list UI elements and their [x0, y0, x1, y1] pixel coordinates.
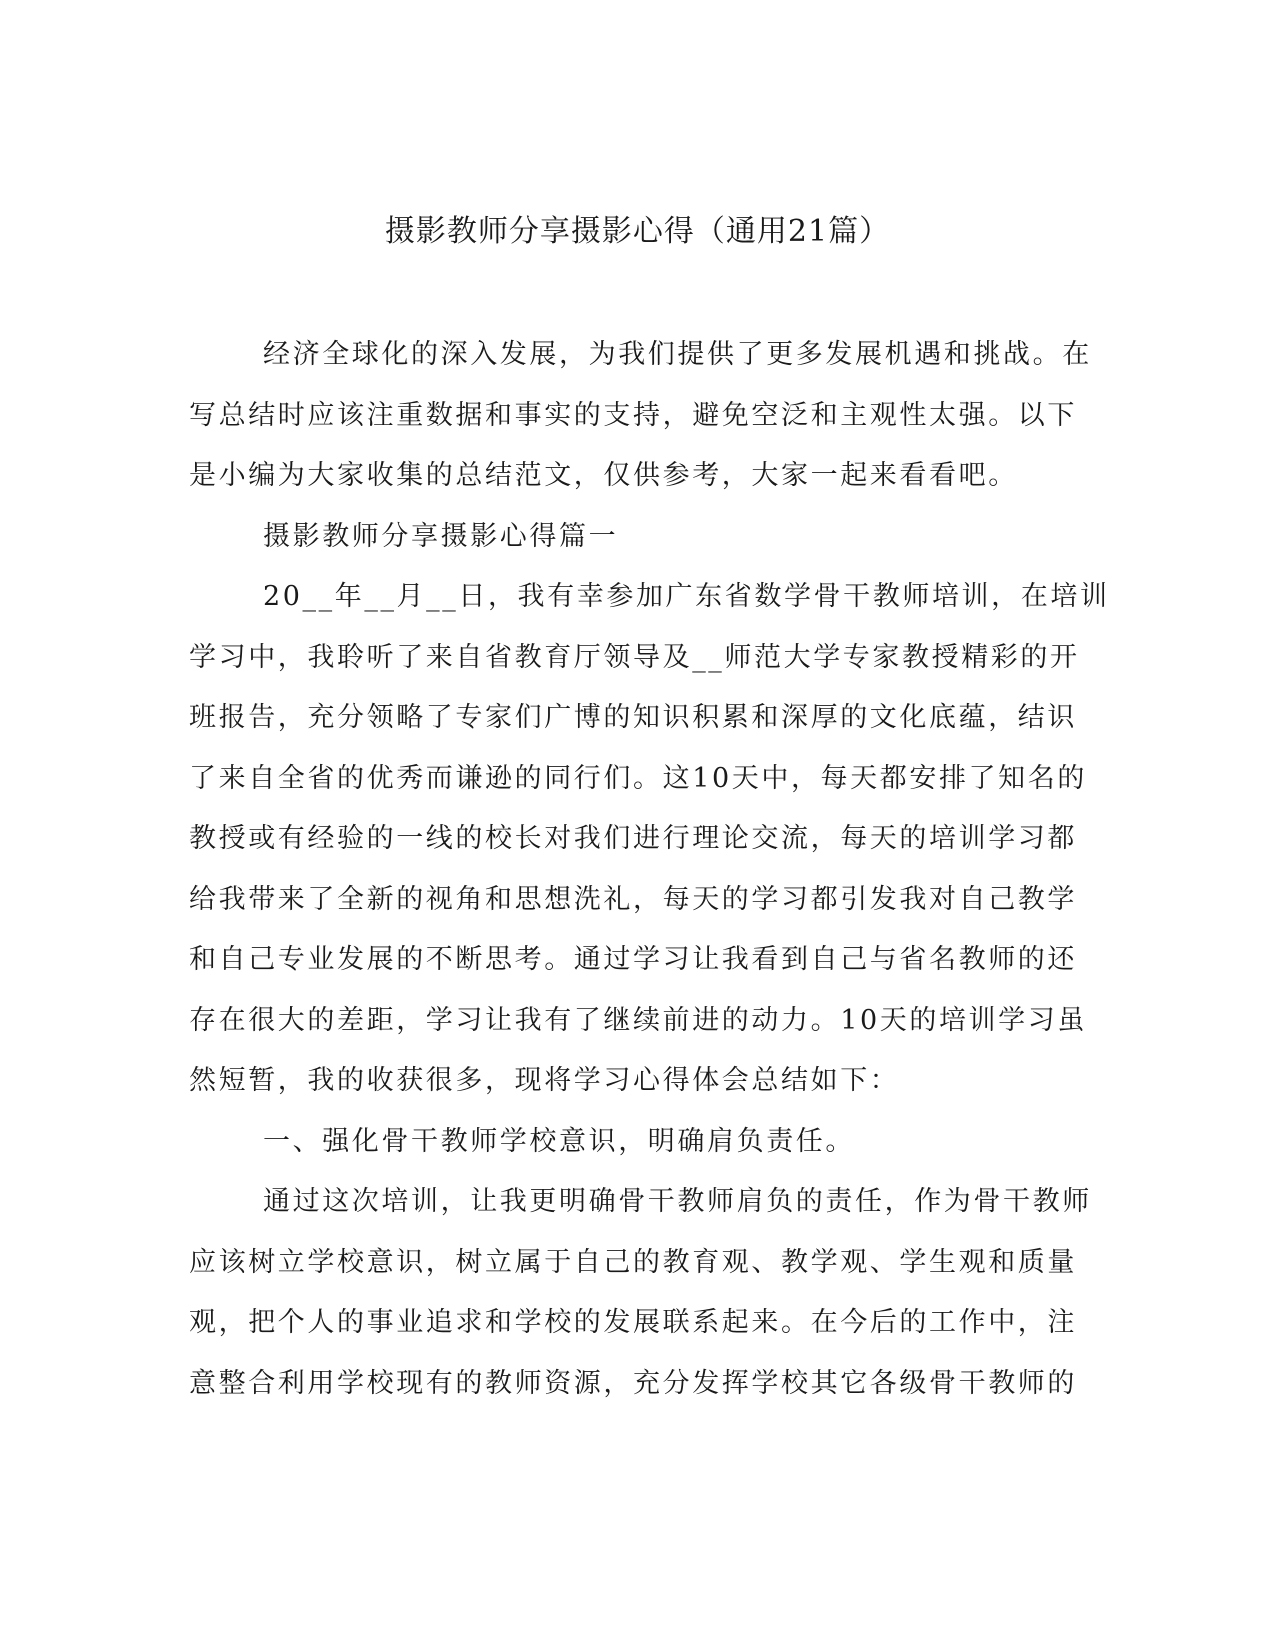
- paragraph-line: 然短暂，我的收获很多，现将学习心得体会总结如下：: [189, 1065, 900, 1096]
- paragraph-line: 给我带来了全新的视角和思想洗礼，每天的学习都引发我对自己教学: [189, 883, 1077, 915]
- paragraph-line: 了来自全省的优秀而谦逊的同行们。这10天中，每天都安排了知名的: [189, 762, 1087, 794]
- paragraph-line: 通过这次培训，让我更明确骨干教师肩负的责任，作为骨干教师: [263, 1186, 1092, 1217]
- section-heading: 摄影教师分享摄影心得篇一: [263, 520, 619, 552]
- paragraph-line: 应该树立学校意识，树立属于自己的教育观、教学观、学生观和质量: [189, 1246, 1077, 1278]
- paragraph-line: 存在很大的差距，学习让我有了继续前进的动力。10天的培训学习虽: [189, 1004, 1087, 1036]
- paragraph-line: 教授或有经验的一线的校长对我们进行理论交流，每天的培训学习都: [189, 823, 1077, 854]
- paragraph-line: 和自己专业发展的不断思考。通过学习让我看到自己与省名教师的还: [189, 944, 1077, 975]
- document-body: [189, 325, 1110, 1414]
- paragraph-line: 是小编为大家收集的总结范文，仅供参考，大家一起来看看吧。: [189, 460, 1018, 491]
- paragraph-line: 班报告，充分领略了专家们广博的知识积累和深厚的文化底蕴，结识: [189, 702, 1077, 733]
- paragraph-line: 观，把个人的事业追求和学校的发展联系起来。在今后的工作中，注: [189, 1307, 1077, 1338]
- paragraph-line: 写总结时应该注重数据和事实的支持，避免空泛和主观性太强。以下: [189, 399, 1077, 431]
- paragraph-line: 意整合利用学校现有的教师资源，充分发挥学校其它各级骨干教师的: [189, 1367, 1077, 1399]
- paragraph-line: 经济全球化的深入发展，为我们提供了更多发展机遇和挑战。在: [263, 339, 1092, 370]
- paragraph-line: 20__年__月__日，我有幸参加广东省数学骨干教师培训，在培训: [263, 581, 1110, 612]
- subsection-heading: 一、强化骨干教师学校意识，明确肩负责任。: [263, 1125, 855, 1157]
- document-title: 摄影教师分享摄影心得（通用21篇）: [384, 214, 891, 249]
- paragraph-line: 学习中，我聆听了来自省教育厅领导及__师范大学专家教授精彩的开: [189, 641, 1080, 673]
